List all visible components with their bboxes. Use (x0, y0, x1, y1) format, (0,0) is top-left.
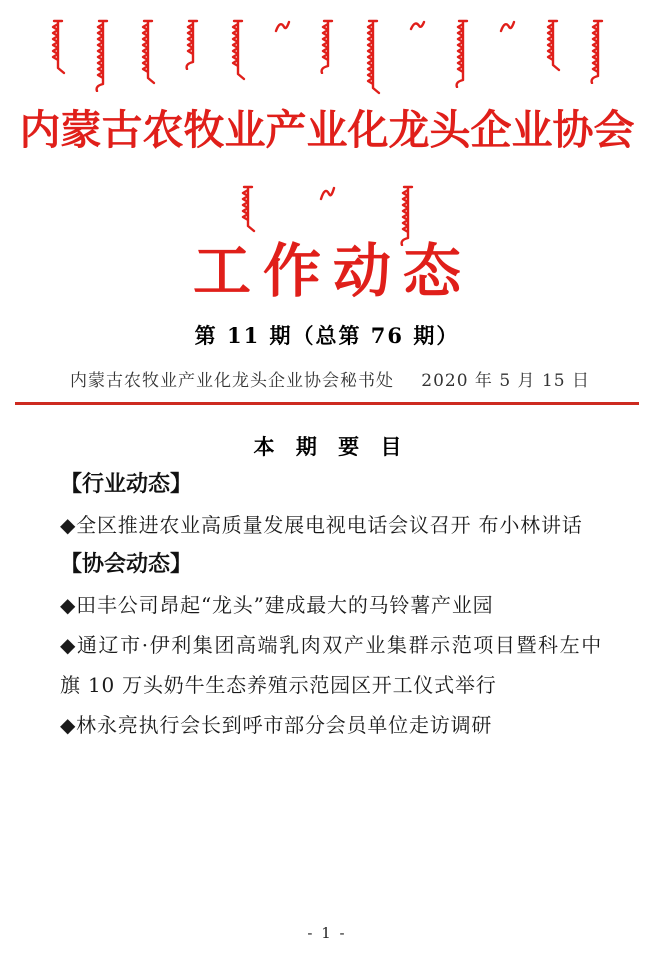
bulletin-title: 工作动态 (192, 237, 473, 305)
mongolian-script-word-icon (363, 18, 381, 96)
section-heading-industry: 【行业动态】 (60, 472, 193, 497)
mongolian-script-word-icon (408, 18, 426, 32)
mongolian-script-row-middle (0, 184, 654, 240)
toc-item: ◆通辽市·伊利集团高端乳肉双产业集群示范项目暨科左中旗 10 万头奶牛生态养殖示范园区开工仪式举行 (60, 633, 602, 697)
mongolian-script-word-icon (543, 18, 561, 73)
mongolian-script-word-icon (318, 18, 336, 74)
masthead-divider-rule (15, 402, 639, 405)
mongolian-script-word-icon (93, 18, 111, 92)
mongolian-script-word-icon (318, 184, 336, 202)
publisher-name: 内蒙古农牧业产业化龙头企业协会秘书处 (70, 371, 394, 391)
mongolian-script-word-icon (273, 18, 291, 34)
mongolian-script-word-icon (138, 18, 156, 86)
mongolian-script-word-icon (498, 18, 516, 34)
association-title: 内蒙古农牧业产业化龙头企业协会 (19, 106, 635, 154)
issue-number: 第 11 期（总第 76 期） (194, 323, 460, 348)
section-heading-association: 【协会动态】 (60, 552, 193, 577)
publication-line (70, 366, 590, 391)
mongolian-script-word-icon (48, 18, 66, 76)
table-of-contents (60, 431, 602, 745)
mongolian-script-word-icon (183, 18, 201, 70)
toc-item: ◆林永亮执行会长到呼市部分会员单位走访调研 (60, 713, 493, 737)
page-number: - 1 - (307, 924, 347, 942)
mongolian-script-row-top (0, 18, 654, 98)
toc-title: 本 期 要 目 (253, 435, 409, 459)
mongolian-script-word-icon (588, 18, 606, 84)
mongolian-script-word-icon (238, 184, 256, 234)
mongolian-script-word-icon (228, 18, 246, 82)
toc-item: ◆全区推进农业高质量发展电视电话会议召开 布小林讲话 (60, 513, 583, 537)
publish-date: 2020 年 5 月 15 日 (421, 371, 590, 391)
toc-item: ◆田丰公司昂起“龙头”建成最大的马铃薯产业园 (60, 593, 494, 617)
mongolian-script-word-icon (453, 18, 471, 88)
